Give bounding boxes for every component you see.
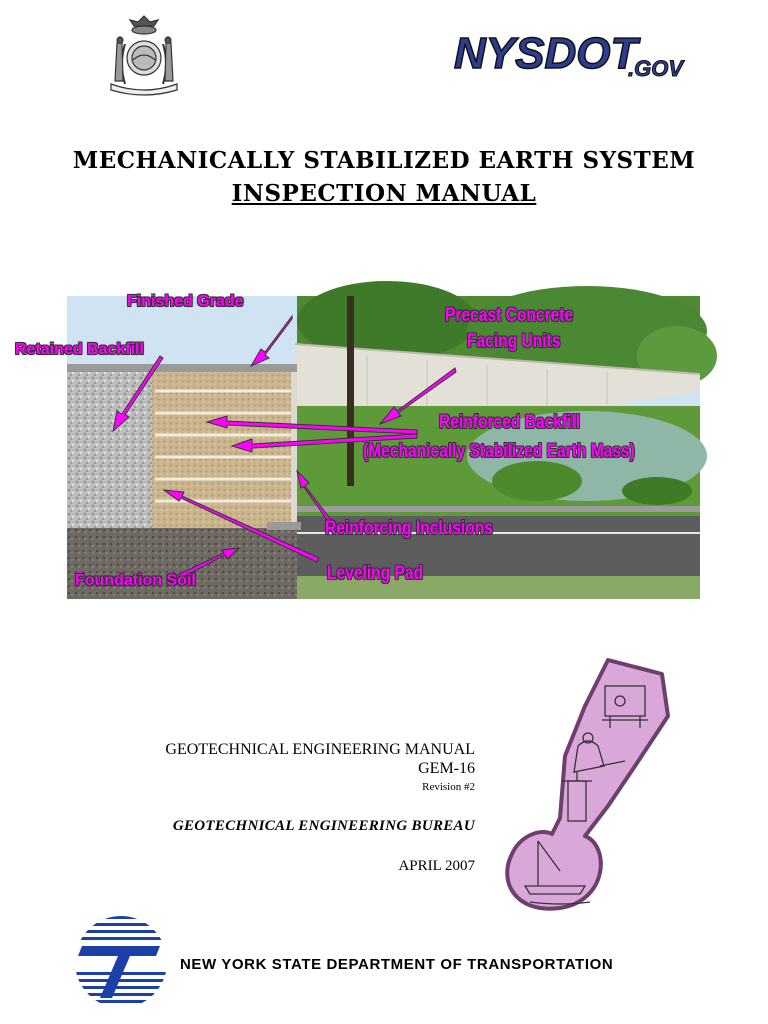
manual-name: GEOTECHNICAL ENGINEERING MANUAL [165, 741, 475, 758]
title-line-1: MECHANICALLY STABILIZED EARTH SYSTEM [72, 147, 696, 174]
label-precast-line1: Precast Concrete [445, 305, 574, 326]
nysdot-logo-suffix: .GOV [628, 56, 684, 81]
nysdot-logo-icon [68, 910, 174, 1014]
publication-date: APRIL 2007 [398, 858, 475, 874]
title-line-2: INSPECTION MANUAL [231, 180, 537, 207]
nysdot-logo-text: NYSDOT [454, 29, 638, 78]
label-foundation-soil: Foundation Soil [75, 572, 196, 589]
gem-emblem-icon [490, 656, 670, 914]
department-name: NEW YORK STATE DEPARTMENT OF TRANSPORTATION [180, 956, 614, 973]
label-reinforced-line1: Reinforced Backfill [439, 412, 581, 433]
label-retained-backfill: Retained Backfill [15, 341, 144, 358]
label-precast-line2: Facing Units [467, 331, 561, 352]
mse-wall-illustration [15, 293, 700, 599]
bureau-name: GEOTECHNICAL ENGINEERING BUREAU [172, 818, 475, 834]
ny-state-seal-icon [103, 14, 185, 98]
label-reinforced-line2: (Mechanically Stabilized Earth Mass) [363, 441, 635, 462]
nysdot-gov-logo [452, 20, 702, 86]
cover-figure [15, 293, 700, 599]
manual-revision: Revision #2 [422, 781, 475, 793]
label-reinforcing-inclusions: Reinforcing Inclusions [325, 518, 493, 539]
label-finished-grade: Finished Grade [127, 293, 244, 310]
manual-code: GEM-16 [418, 760, 475, 777]
label-leveling-pad: Leveling Pad [327, 563, 424, 584]
